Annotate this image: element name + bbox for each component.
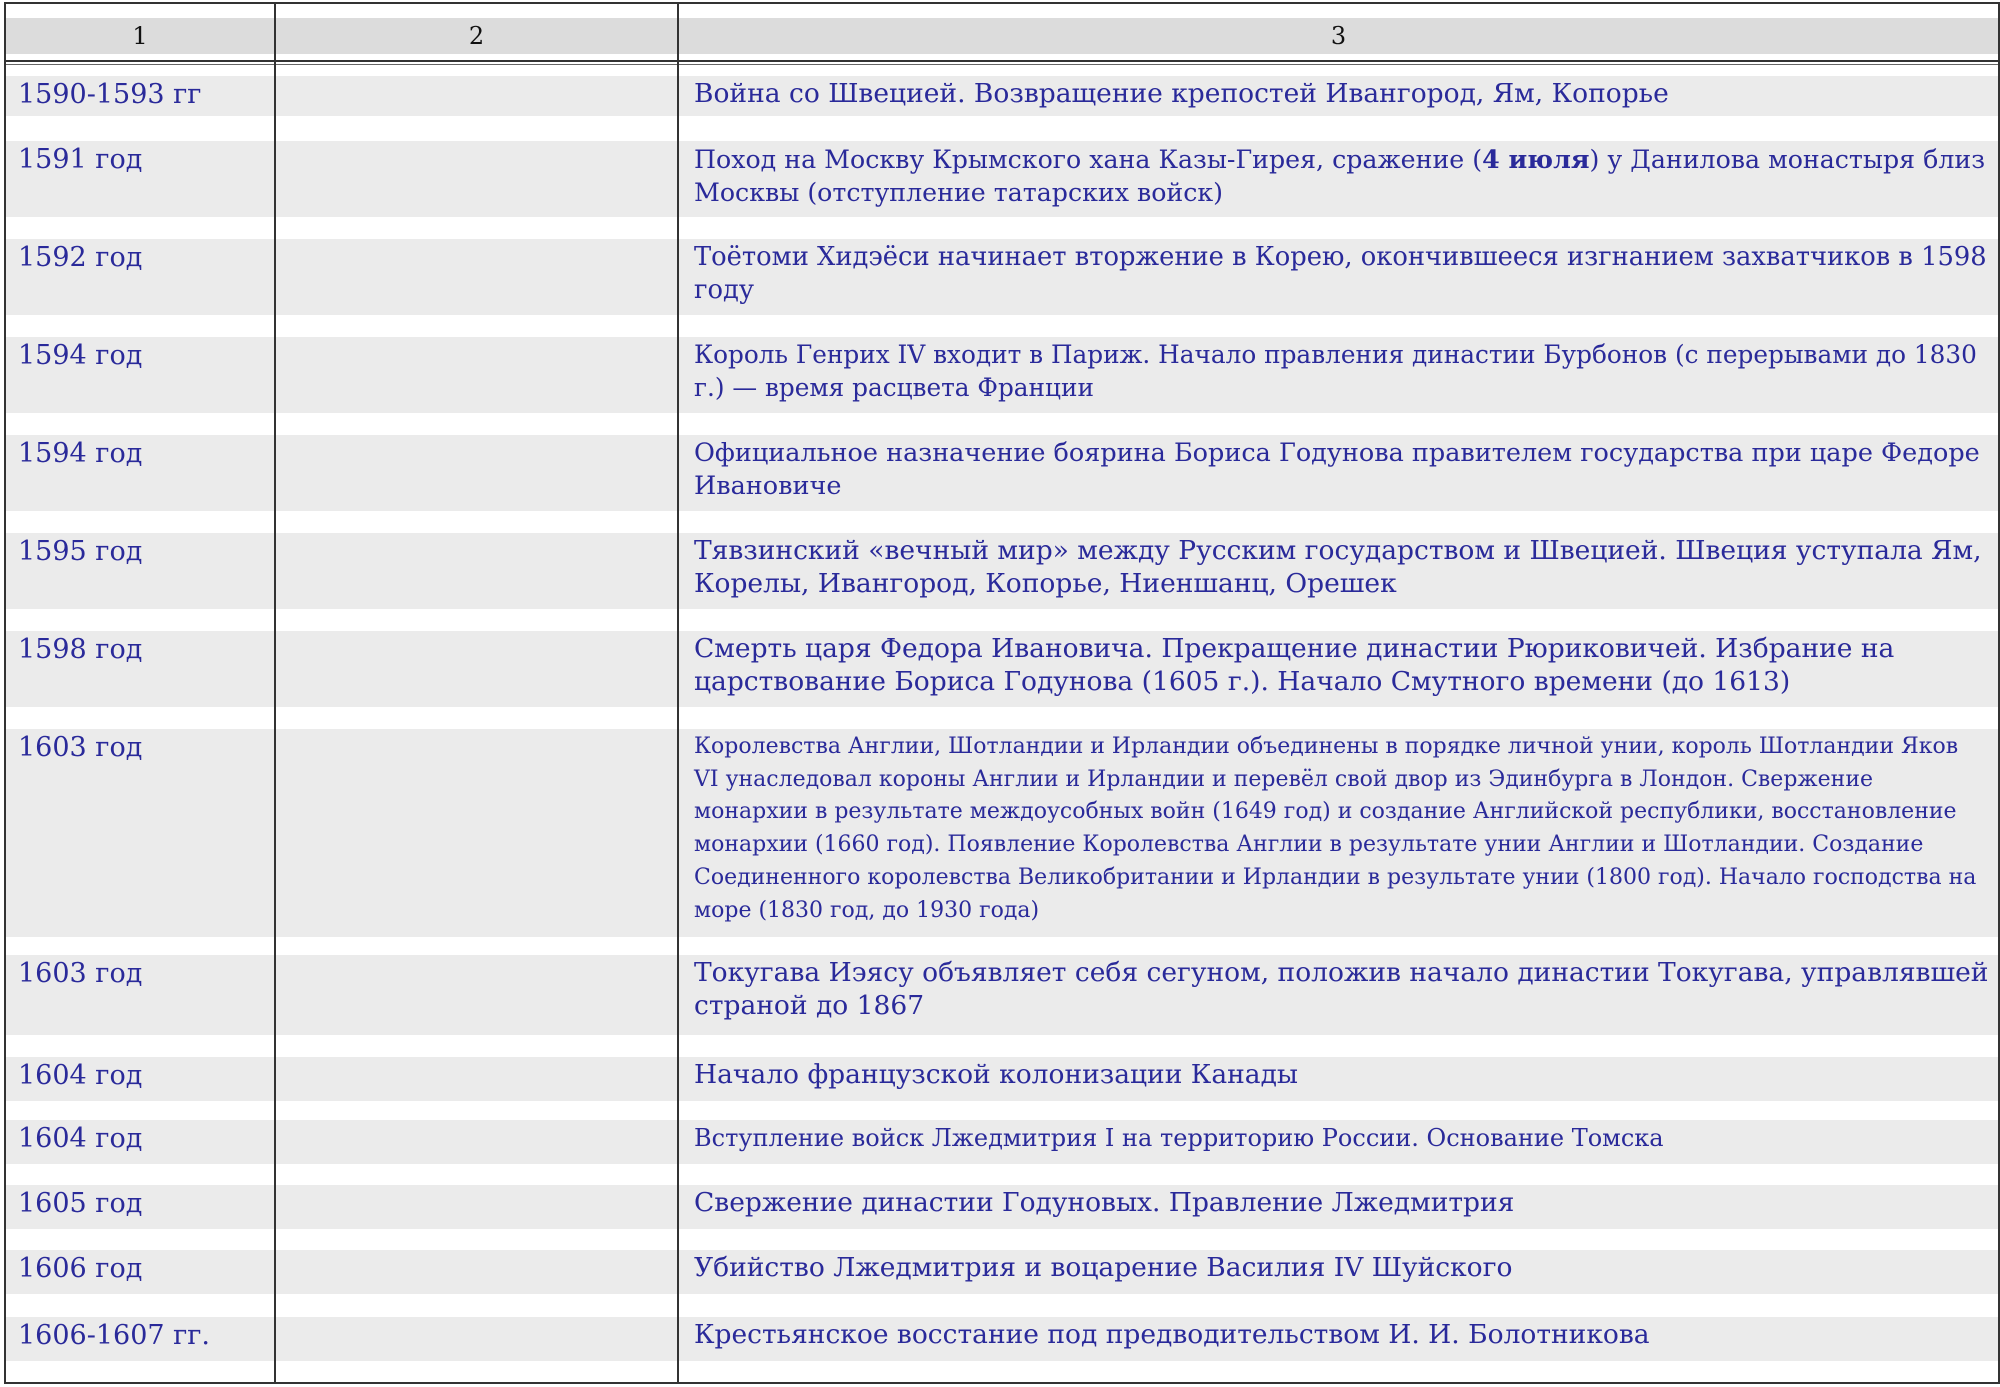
event-line: Официальное назначение боярина Бориса Годунова правителем государства при царе Федоре [694,438,1980,468]
event-line: монархии (1660 год). Появление Королевства Англии в результате унии Англии и Шотландии. Создание [694,832,1924,858]
event-line: г.) — время расцвета Франции [694,372,1094,402]
event-line: Тоётоми Хидэёси начинает вторжение в Корею, окончившееся изгнанием захватчиков в 1598 [694,242,1987,272]
table-row [6,1057,1998,1101]
table-row [6,1250,1998,1294]
row-year: 1590-1593 гг [18,79,202,110]
column-header-2: 2 [468,22,485,50]
table-row [6,435,1998,511]
event-line: Король Генрих IV входит в Париж. Начало правления династии Бурбонов (с перерывами до 1830 [694,340,1977,369]
row-year: 1606 год [18,1253,143,1284]
table-row [6,76,1998,116]
table-row [6,533,1998,609]
row-event [694,1250,1988,1285]
table-row [6,239,1998,315]
row-event [694,533,1988,600]
table-row [6,1317,1998,1361]
event-text: ) у Данилова монастыря близ [1589,145,1985,174]
row-year: 1603 год [18,958,143,989]
row-event [694,239,1988,306]
row-event [694,1317,1988,1352]
table-row [6,631,1998,707]
row-event [694,1185,1988,1220]
row-year: 1594 год [18,438,143,469]
row-event [694,955,1988,1022]
event-line: Корелы, Ивангород, Копорье, Ниеншанц, Орешек [694,567,1397,599]
event-line: Токугава Иэясу объявляет себя сегуном, положив начало династии Токугава, управлявшей [694,957,1989,988]
event-date-bold: 4 июля [1482,144,1590,174]
event-line: Вступление войск Лжедмитрия I на территорию России. Основание Томска [694,1124,1664,1152]
event-line: царствование Бориса Годунова (1605 г.). Начало Смутного времени (до 1613) [694,665,1791,697]
event-line: монархии в результате междоусобных войн (1649 год) и создание Английской республики, восстановление [694,799,1957,825]
row-event [694,1057,1988,1092]
event-line: море (1830 год, до 1930 года) [694,897,1040,923]
chronology-table [4,2,2000,1384]
event-line: Ивановиче [694,470,842,501]
event-line: страной до 1867 [694,989,925,1021]
row-year: 1605 год [18,1188,143,1219]
event-line: Начало французской колонизации Канады [694,1059,1298,1090]
column-divider [677,4,679,1382]
row-year: 1606-1607 гг. [18,1320,211,1351]
row-event [694,1120,1988,1155]
row-year: 1603 год [18,732,143,763]
row-year: 1591 год [18,144,143,175]
row-year: 1598 год [18,634,143,665]
row-event [694,337,1988,404]
header-divider [6,60,1998,62]
header-divider-thin [6,64,1998,65]
row-year: 1595 год [18,536,143,567]
event-line: Королевства Англии, Шотландии и Ирландии объединены в порядке личной унии, король Шотландии Яков [694,734,1959,759]
column-divider [274,4,276,1382]
event-line: Свержение династии Годуновых. Правление Лжедмитрия [694,1187,1515,1218]
row-event [694,729,1988,927]
column-header-1: 1 [132,22,148,50]
row-event [694,141,1988,209]
event-line: Война со Швецией. Возвращение крепостей Ивангород, Ям, Копорье [694,78,1669,109]
row-event [694,435,1988,502]
event-line: Убийство Лжедмитрия и воцарение Василия IV Шуйского [694,1252,1513,1283]
table-row [6,729,1998,937]
table-row [6,337,1998,413]
table-row [6,1185,1998,1229]
row-year: 1592 год [18,242,143,273]
event-line: году [694,274,754,305]
row-event [694,631,1988,698]
table-row [6,1120,1998,1164]
table-row [6,955,1998,1035]
event-line: VI унаследовал короны Англии и Ирландии и перевёл свой двор из Эдинбурга в Лондон. Свержение [694,766,1874,792]
row-year: 1604 год [18,1060,143,1091]
row-year: 1594 год [18,340,143,371]
table-row [6,141,1998,217]
table-header [6,18,1998,54]
event-text: Поход на Москву Крымского хана Казы-Гирея, сражение ( [694,145,1483,174]
event-line: Москвы (отступление татарских войск) [694,177,1223,207]
event-line: Тявзинский «вечный мир» между Русским государством и Швецией. Швеция уступала Ям, [694,535,1982,566]
event-line: Смерть царя Федора Ивановича. Прекращение династии Рюриковичей. Избрание на [694,633,1895,664]
row-event [694,76,1988,111]
event-line: Соединенного королевства Великобритании и Ирландии в результате унии (1800 год). Начало господства на [694,864,1977,890]
column-header-3: 3 [1330,22,1347,50]
row-year: 1604 год [18,1123,143,1154]
event-line: Крестьянское восстание под предводительством И. И. Болотникова [694,1319,1650,1350]
